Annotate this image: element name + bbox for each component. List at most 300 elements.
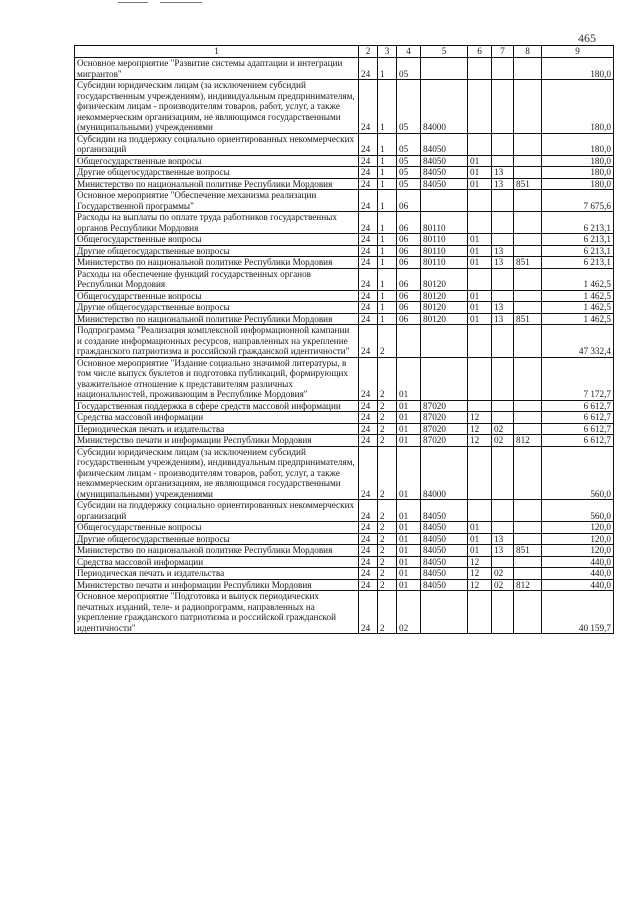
code-cell: 12 bbox=[468, 568, 492, 580]
code-cell: 84050 bbox=[421, 556, 468, 568]
code-cell: 24 bbox=[359, 80, 378, 134]
amount-cell: 180,0 bbox=[542, 133, 614, 155]
code-cell: 06 bbox=[397, 290, 421, 302]
code-cell: 84000 bbox=[421, 80, 468, 134]
code-cell bbox=[468, 133, 492, 155]
code-cell: 13 bbox=[492, 257, 514, 269]
header-cell: 4 bbox=[397, 46, 421, 58]
code-cell: 13 bbox=[492, 302, 514, 314]
code-cell bbox=[492, 290, 514, 302]
code-cell: 01 bbox=[397, 579, 421, 591]
amount-cell: 47 332,4 bbox=[542, 325, 614, 358]
code-cell: 24 bbox=[359, 545, 378, 557]
code-cell bbox=[468, 212, 492, 234]
code-cell bbox=[514, 446, 542, 500]
code-cell: 02 bbox=[492, 435, 514, 447]
code-cell bbox=[468, 58, 492, 80]
table-row bbox=[75, 522, 614, 534]
code-cell: 24 bbox=[359, 556, 378, 568]
amount-cell: 6 612,7 bbox=[542, 423, 614, 435]
code-cell: 06 bbox=[397, 257, 421, 269]
code-cell: 02 bbox=[492, 579, 514, 591]
code-cell: 851 bbox=[514, 257, 542, 269]
code-cell: 05 bbox=[397, 167, 421, 179]
amount-cell: 1 462,5 bbox=[542, 290, 614, 302]
code-cell: 01 bbox=[468, 155, 492, 167]
code-cell: 2 bbox=[378, 412, 397, 424]
code-cell bbox=[468, 357, 492, 400]
header-cell: 8 bbox=[514, 46, 542, 58]
code-cell: 01 bbox=[468, 245, 492, 257]
code-cell: 12 bbox=[468, 579, 492, 591]
table-row bbox=[75, 500, 614, 522]
row-name-cell: Другие общегосударственные вопросы bbox=[75, 167, 359, 179]
code-cell bbox=[492, 400, 514, 412]
code-cell: 24 bbox=[359, 423, 378, 435]
amount-cell: 7 172,7 bbox=[542, 357, 614, 400]
row-name-cell: Основное мероприятие "Издание социально значимой литературы, в том числе выпуск буклетов и подготовка публикаций, формирующих уважительное отношение к представителям различных национальностей, проживающим в Республике Мордовия" bbox=[75, 357, 359, 400]
row-name-cell: Субсидии на поддержку социально ориентированных некоммерческих организаций bbox=[75, 500, 359, 522]
code-cell: 06 bbox=[397, 302, 421, 314]
amount-cell: 560,0 bbox=[542, 446, 614, 500]
code-cell bbox=[492, 591, 514, 634]
code-cell bbox=[492, 556, 514, 568]
code-cell: 05 bbox=[397, 58, 421, 80]
code-cell: 2 bbox=[378, 435, 397, 447]
code-cell: 24 bbox=[359, 234, 378, 246]
amount-cell: 7 675,6 bbox=[542, 190, 614, 212]
code-cell: 01 bbox=[468, 313, 492, 325]
code-cell: 12 bbox=[468, 423, 492, 435]
table-row bbox=[75, 190, 614, 212]
code-cell: 851 bbox=[514, 178, 542, 190]
code-cell: 2 bbox=[378, 325, 397, 358]
amount-cell: 120,0 bbox=[542, 533, 614, 545]
row-name-cell: Общегосударственные вопросы bbox=[75, 522, 359, 534]
code-cell bbox=[492, 500, 514, 522]
code-cell: 24 bbox=[359, 257, 378, 269]
code-cell: 84000 bbox=[421, 446, 468, 500]
code-cell: 01 bbox=[468, 302, 492, 314]
table-row bbox=[75, 556, 614, 568]
code-cell: 1 bbox=[378, 268, 397, 290]
code-cell: 24 bbox=[359, 400, 378, 412]
code-cell: 12 bbox=[468, 412, 492, 424]
code-cell: 02 bbox=[492, 423, 514, 435]
code-cell: 06 bbox=[397, 212, 421, 234]
code-cell bbox=[421, 190, 468, 212]
code-cell bbox=[421, 591, 468, 634]
code-cell: 851 bbox=[514, 313, 542, 325]
code-cell: 2 bbox=[378, 522, 397, 534]
code-cell bbox=[421, 357, 468, 400]
code-cell: 01 bbox=[468, 257, 492, 269]
code-cell: 06 bbox=[397, 190, 421, 212]
amount-cell: 6 612,7 bbox=[542, 435, 614, 447]
code-cell bbox=[514, 556, 542, 568]
code-cell: 05 bbox=[397, 133, 421, 155]
table-row bbox=[75, 591, 614, 634]
code-cell: 84050 bbox=[421, 545, 468, 557]
code-cell: 24 bbox=[359, 245, 378, 257]
code-cell: 13 bbox=[492, 245, 514, 257]
header-cell: 1 bbox=[75, 46, 359, 58]
code-cell bbox=[514, 423, 542, 435]
code-cell: 01 bbox=[468, 234, 492, 246]
code-cell bbox=[492, 155, 514, 167]
code-cell: 2 bbox=[378, 591, 397, 634]
code-cell: 13 bbox=[492, 167, 514, 179]
table-body bbox=[75, 58, 614, 634]
amount-cell: 440,0 bbox=[542, 568, 614, 580]
row-name-cell: Другие общегосударственные вопросы bbox=[75, 245, 359, 257]
row-name-cell: Министерство по национальной политике Республики Мордовия bbox=[75, 545, 359, 557]
code-cell: 24 bbox=[359, 133, 378, 155]
row-name-cell: Министерство печати и информации Республики Мордовия bbox=[75, 435, 359, 447]
code-cell: 84050 bbox=[421, 579, 468, 591]
code-cell: 06 bbox=[397, 245, 421, 257]
code-cell bbox=[514, 133, 542, 155]
amount-cell: 6 213,1 bbox=[542, 212, 614, 234]
header-cell: 5 bbox=[421, 46, 468, 58]
amount-cell: 180,0 bbox=[542, 178, 614, 190]
code-cell: 01 bbox=[397, 412, 421, 424]
table-row bbox=[75, 80, 614, 134]
amount-cell: 6 213,1 bbox=[542, 234, 614, 246]
table-row bbox=[75, 412, 614, 424]
code-cell bbox=[397, 325, 421, 358]
code-cell: 1 bbox=[378, 290, 397, 302]
code-cell: 01 bbox=[397, 533, 421, 545]
code-cell: 24 bbox=[359, 591, 378, 634]
code-cell: 13 bbox=[492, 178, 514, 190]
amount-cell: 6 612,7 bbox=[542, 412, 614, 424]
code-cell bbox=[421, 325, 468, 358]
row-name-cell: Периодическая печать и издательства bbox=[75, 423, 359, 435]
code-cell bbox=[514, 412, 542, 424]
code-cell bbox=[492, 325, 514, 358]
code-cell: 812 bbox=[514, 579, 542, 591]
row-name-cell: Основное мероприятие "Развитие системы адаптации и интеграции мигрантов" bbox=[75, 58, 359, 80]
code-cell: 13 bbox=[492, 313, 514, 325]
row-name-cell: Основное мероприятие "Обеспечение механизма реализации Государственной программы" bbox=[75, 190, 359, 212]
code-cell: 24 bbox=[359, 167, 378, 179]
code-cell: 1 bbox=[378, 212, 397, 234]
code-cell: 24 bbox=[359, 522, 378, 534]
code-cell: 1 bbox=[378, 190, 397, 212]
row-name-cell: Министерство по национальной политике Республики Мордовия bbox=[75, 313, 359, 325]
code-cell: 80120 bbox=[421, 302, 468, 314]
row-name-cell: Периодическая печать и издательства bbox=[75, 568, 359, 580]
amount-cell: 6 213,1 bbox=[542, 257, 614, 269]
code-cell: 2 bbox=[378, 556, 397, 568]
code-cell bbox=[468, 400, 492, 412]
code-cell bbox=[492, 80, 514, 134]
amount-cell: 180,0 bbox=[542, 155, 614, 167]
header-cell: 6 bbox=[468, 46, 492, 58]
row-name-cell: Общегосударственные вопросы bbox=[75, 290, 359, 302]
code-cell: 01 bbox=[397, 400, 421, 412]
amount-cell: 1 462,5 bbox=[542, 268, 614, 290]
table-row bbox=[75, 268, 614, 290]
code-cell: 06 bbox=[397, 268, 421, 290]
code-cell: 24 bbox=[359, 290, 378, 302]
code-cell: 24 bbox=[359, 412, 378, 424]
code-cell: 1 bbox=[378, 234, 397, 246]
code-cell: 01 bbox=[468, 178, 492, 190]
code-cell bbox=[468, 446, 492, 500]
code-cell: 84050 bbox=[421, 568, 468, 580]
header-cell: 7 bbox=[492, 46, 514, 58]
code-cell: 1 bbox=[378, 302, 397, 314]
table-row bbox=[75, 533, 614, 545]
code-cell: 87020 bbox=[421, 435, 468, 447]
code-cell bbox=[468, 190, 492, 212]
row-name-cell: Подпрограмма "Реализация комплексной информационной кампании и создание информационных ресурсов, направленных на укрепление гражданского патриотизма и российской гражданской идентичности" bbox=[75, 325, 359, 358]
code-cell bbox=[514, 325, 542, 358]
code-cell: 01 bbox=[468, 290, 492, 302]
code-cell: 01 bbox=[397, 435, 421, 447]
code-cell: 84050 bbox=[421, 500, 468, 522]
table-row bbox=[75, 257, 614, 269]
code-cell: 80110 bbox=[421, 234, 468, 246]
table-row bbox=[75, 133, 614, 155]
table-row bbox=[75, 302, 614, 314]
header-cell: 9 bbox=[542, 46, 614, 58]
table-row bbox=[75, 435, 614, 447]
code-cell: 2 bbox=[378, 579, 397, 591]
code-cell: 84050 bbox=[421, 533, 468, 545]
row-name-cell: Другие общегосударственные вопросы bbox=[75, 302, 359, 314]
code-cell bbox=[492, 58, 514, 80]
code-cell: 812 bbox=[514, 435, 542, 447]
code-cell: 24 bbox=[359, 446, 378, 500]
code-cell: 24 bbox=[359, 325, 378, 358]
code-cell: 2 bbox=[378, 357, 397, 400]
code-cell: 24 bbox=[359, 178, 378, 190]
code-cell: 80110 bbox=[421, 257, 468, 269]
amount-cell: 40 159,7 bbox=[542, 591, 614, 634]
code-cell bbox=[514, 500, 542, 522]
code-cell: 84050 bbox=[421, 155, 468, 167]
row-name-cell: Субсидии юридическим лицам (за исключением субсидий государственным учреждениям), индивидуальным предпринимателям, физическим лицам - производителям товаров, работ, услуг, а также некоммерческим организациям, не являющимся государственными (муниципальными) учреждениями bbox=[75, 446, 359, 500]
code-cell: 2 bbox=[378, 545, 397, 557]
code-cell: 05 bbox=[397, 178, 421, 190]
code-cell bbox=[514, 80, 542, 134]
code-cell: 2 bbox=[378, 500, 397, 522]
code-cell: 24 bbox=[359, 500, 378, 522]
code-cell bbox=[492, 522, 514, 534]
code-cell: 01 bbox=[468, 522, 492, 534]
code-cell bbox=[514, 212, 542, 234]
code-cell: 2 bbox=[378, 423, 397, 435]
code-cell bbox=[468, 268, 492, 290]
header-cell: 2 bbox=[359, 46, 378, 58]
row-name-cell: Расходы на выплаты по оплате труда работников государственных органов Республики Мордовия bbox=[75, 212, 359, 234]
code-cell: 1 bbox=[378, 133, 397, 155]
amount-cell: 180,0 bbox=[542, 167, 614, 179]
code-cell: 1 bbox=[378, 245, 397, 257]
table-row bbox=[75, 568, 614, 580]
amount-cell: 440,0 bbox=[542, 556, 614, 568]
code-cell: 24 bbox=[359, 533, 378, 545]
code-cell bbox=[514, 268, 542, 290]
code-cell: 24 bbox=[359, 58, 378, 80]
code-cell bbox=[492, 268, 514, 290]
amount-cell: 6 213,1 bbox=[542, 245, 614, 257]
table-row bbox=[75, 178, 614, 190]
table-row bbox=[75, 212, 614, 234]
row-name-cell: Средства массовой информации bbox=[75, 412, 359, 424]
row-name-cell: Общегосударственные вопросы bbox=[75, 155, 359, 167]
code-cell bbox=[514, 190, 542, 212]
table-row bbox=[75, 167, 614, 179]
code-cell: 80110 bbox=[421, 245, 468, 257]
code-cell: 2 bbox=[378, 446, 397, 500]
code-cell bbox=[514, 167, 542, 179]
code-cell: 87020 bbox=[421, 400, 468, 412]
page-number: 465 bbox=[578, 31, 596, 45]
code-cell: 1 bbox=[378, 167, 397, 179]
code-cell: 80120 bbox=[421, 268, 468, 290]
row-name-cell: Министерство по национальной политике Республики Мордовия bbox=[75, 178, 359, 190]
code-cell bbox=[468, 500, 492, 522]
code-cell: 1 bbox=[378, 155, 397, 167]
table-row bbox=[75, 58, 614, 80]
table-row bbox=[75, 446, 614, 500]
code-cell: 84050 bbox=[421, 178, 468, 190]
code-cell: 01 bbox=[397, 556, 421, 568]
budget-table bbox=[74, 45, 614, 634]
code-cell: 24 bbox=[359, 357, 378, 400]
code-cell: 01 bbox=[468, 533, 492, 545]
code-cell: 24 bbox=[359, 268, 378, 290]
row-name-cell: Общегосударственные вопросы bbox=[75, 234, 359, 246]
amount-cell: 120,0 bbox=[542, 522, 614, 534]
code-cell: 13 bbox=[492, 533, 514, 545]
code-cell: 84050 bbox=[421, 133, 468, 155]
code-cell bbox=[514, 290, 542, 302]
table-row bbox=[75, 234, 614, 246]
scan-edge-line-right bbox=[160, 2, 202, 3]
table-row bbox=[75, 423, 614, 435]
code-cell bbox=[514, 302, 542, 314]
code-cell: 80120 bbox=[421, 313, 468, 325]
code-cell bbox=[492, 412, 514, 424]
code-cell: 24 bbox=[359, 212, 378, 234]
code-cell: 06 bbox=[397, 313, 421, 325]
code-cell: 24 bbox=[359, 155, 378, 167]
code-cell bbox=[492, 212, 514, 234]
amount-cell: 1 462,5 bbox=[542, 302, 614, 314]
code-cell bbox=[421, 58, 468, 80]
table-row bbox=[75, 325, 614, 358]
amount-cell: 560,0 bbox=[542, 500, 614, 522]
row-name-cell: Средства массовой информации bbox=[75, 556, 359, 568]
code-cell: 1 bbox=[378, 178, 397, 190]
amount-cell: 6 612,7 bbox=[542, 400, 614, 412]
code-cell: 01 bbox=[468, 167, 492, 179]
table-row bbox=[75, 155, 614, 167]
code-cell bbox=[468, 591, 492, 634]
code-cell: 1 bbox=[378, 58, 397, 80]
code-cell bbox=[514, 155, 542, 167]
table-row bbox=[75, 313, 614, 325]
code-cell: 01 bbox=[397, 568, 421, 580]
table-row bbox=[75, 245, 614, 257]
table-row bbox=[75, 400, 614, 412]
row-name-cell: Государственная поддержка в сфере средств массовой информации bbox=[75, 400, 359, 412]
code-cell bbox=[514, 58, 542, 80]
code-cell: 01 bbox=[468, 545, 492, 557]
code-cell: 13 bbox=[492, 545, 514, 557]
code-cell bbox=[514, 522, 542, 534]
code-cell: 05 bbox=[397, 155, 421, 167]
code-cell bbox=[492, 133, 514, 155]
code-cell bbox=[514, 533, 542, 545]
code-cell: 01 bbox=[397, 357, 421, 400]
code-cell: 84050 bbox=[421, 167, 468, 179]
code-cell: 1 bbox=[378, 257, 397, 269]
code-cell: 2 bbox=[378, 400, 397, 412]
amount-cell: 180,0 bbox=[542, 58, 614, 80]
code-cell: 24 bbox=[359, 435, 378, 447]
code-cell: 05 bbox=[397, 80, 421, 134]
code-cell: 1 bbox=[378, 80, 397, 134]
code-cell: 24 bbox=[359, 302, 378, 314]
code-cell: 2 bbox=[378, 533, 397, 545]
table-row bbox=[75, 545, 614, 557]
amount-cell: 180,0 bbox=[542, 80, 614, 134]
code-cell bbox=[514, 400, 542, 412]
code-cell bbox=[492, 357, 514, 400]
row-name-cell: Другие общегосударственные вопросы bbox=[75, 533, 359, 545]
amount-cell: 440,0 bbox=[542, 579, 614, 591]
row-name-cell: Основное мероприятие "Подготовка и выпуск периодических печатных изданий, теле- и радиопрограмм, направленных на укрепление гражданского патриотизма и российской гражданской идентичности" bbox=[75, 591, 359, 634]
code-cell: 01 bbox=[397, 446, 421, 500]
code-cell: 24 bbox=[359, 579, 378, 591]
code-cell: 01 bbox=[397, 500, 421, 522]
scan-edge-line-left bbox=[118, 2, 148, 3]
code-cell: 84050 bbox=[421, 522, 468, 534]
row-name-cell: Министерство по национальной политике Республики Мордовия bbox=[75, 257, 359, 269]
code-cell bbox=[514, 591, 542, 634]
code-cell: 02 bbox=[397, 591, 421, 634]
table-row bbox=[75, 357, 614, 400]
table-row bbox=[75, 290, 614, 302]
code-cell: 01 bbox=[397, 545, 421, 557]
code-cell: 2 bbox=[378, 568, 397, 580]
amount-cell: 1 462,5 bbox=[542, 313, 614, 325]
code-cell: 24 bbox=[359, 568, 378, 580]
code-cell: 12 bbox=[468, 435, 492, 447]
code-cell bbox=[514, 568, 542, 580]
code-cell: 87020 bbox=[421, 423, 468, 435]
code-cell: 24 bbox=[359, 313, 378, 325]
code-cell: 12 bbox=[468, 556, 492, 568]
code-cell: 06 bbox=[397, 234, 421, 246]
table-header-row bbox=[75, 46, 614, 58]
code-cell: 1 bbox=[378, 313, 397, 325]
code-cell bbox=[492, 190, 514, 212]
code-cell bbox=[514, 245, 542, 257]
amount-cell: 120,0 bbox=[542, 545, 614, 557]
code-cell bbox=[514, 234, 542, 246]
code-cell bbox=[468, 325, 492, 358]
code-cell: 80120 bbox=[421, 290, 468, 302]
header-cell: 3 bbox=[378, 46, 397, 58]
code-cell: 851 bbox=[514, 545, 542, 557]
